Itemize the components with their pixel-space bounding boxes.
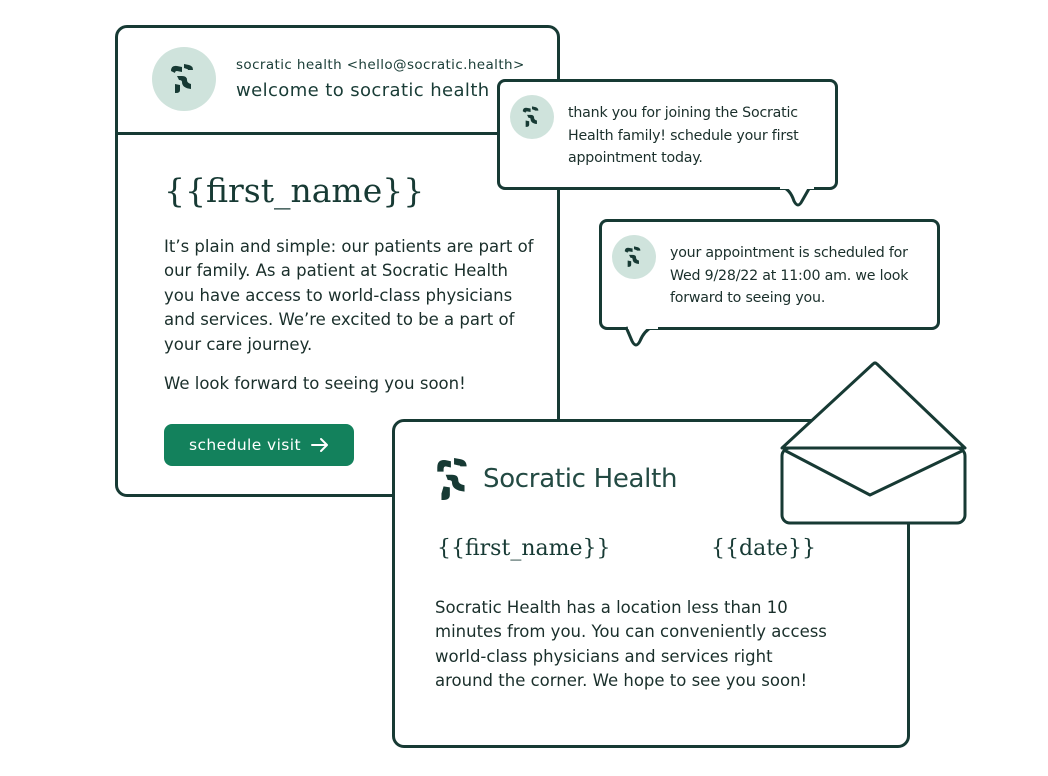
email-closing: We look forward to seeing you soon! — [164, 374, 466, 393]
arrow-right-icon — [311, 437, 329, 453]
socratic-logo-icon — [167, 62, 201, 96]
sender-avatar — [152, 47, 216, 111]
email-subject: welcome to socratic health — [236, 80, 490, 101]
email-sender: socratic health <hello@socratic.health> — [236, 57, 525, 73]
sms-avatar — [510, 95, 554, 139]
sms-bubble-1 — [497, 79, 838, 190]
sms-avatar — [612, 235, 656, 279]
socratic-logo-icon — [520, 105, 544, 129]
schedule-visit-button[interactable] — [164, 424, 354, 466]
socratic-logo-icon — [435, 457, 471, 501]
email-body: It’s plain and simple: our patients are part of our family. As a patient at Socratic Health you have access to world-class physicians and services. We’re excited to be a part of your care journey. — [164, 237, 534, 354]
merge-field-date: {{date}} — [711, 536, 817, 561]
bubble-2-tail — [620, 325, 660, 351]
merge-field-first-name: {{first_name}} — [164, 171, 425, 210]
sms-bubble-2 — [599, 219, 940, 330]
schedule-visit-label: schedule visit — [189, 436, 301, 454]
email-header — [118, 28, 557, 135]
sms-message-2: your appointment is scheduled for Wed 9/28/22 at 11:00 am. we look forward to seeing you. — [670, 245, 909, 306]
bubble-1-tail — [780, 185, 820, 211]
socratic-logo-icon — [622, 245, 646, 269]
sms-message-1: thank you for joining the Socratic Health family! schedule your first appointment today. — [568, 105, 799, 166]
mail-body: Socratic Health has a location less than 10 minutes from you. You can conveniently access world-class physicians and services right around the corner. We hope to see you soon! — [435, 598, 827, 691]
brand-row — [435, 457, 677, 501]
envelope-icon — [778, 360, 970, 528]
brand-name: Socratic Health — [483, 464, 678, 494]
merge-field-first-name: {{first_name}} — [437, 536, 611, 561]
